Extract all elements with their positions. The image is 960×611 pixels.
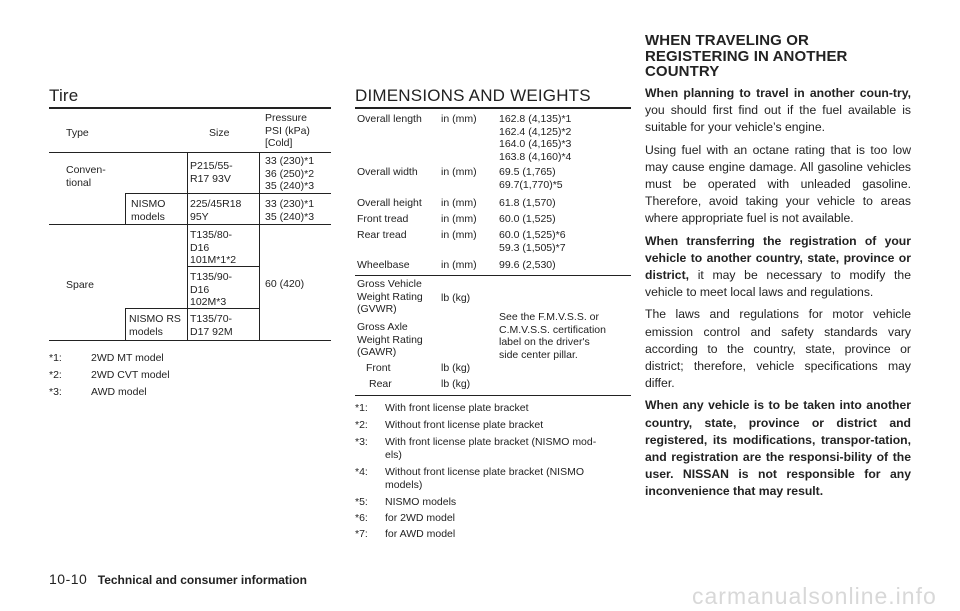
tire-footnote xyxy=(49,369,170,382)
tire-nismo-pressure: 33 (230)*1 35 (240)*3 xyxy=(265,198,315,223)
dims-value: 61.8 (1,570) xyxy=(499,197,556,209)
footnote-mark: *2: xyxy=(355,419,368,431)
dims-footnote xyxy=(355,436,631,461)
tire-conventional-size: P215/55- R17 93V xyxy=(190,160,233,185)
dims-value: 60.0 (1,525) xyxy=(499,213,556,225)
tire-row-rule xyxy=(125,308,259,309)
tire-row-rule xyxy=(125,193,331,194)
dims-footnote xyxy=(355,512,631,525)
travel-p3: it may be necessary to modify the vehicle to meet local laws and regulations. xyxy=(645,268,911,300)
tire-row-rule xyxy=(187,266,259,267)
dims-value: 162.8 (4,135)*1 162.4 (4,125)*2 164.0 (4,165)*3 163.8 (4,160)*4 xyxy=(499,113,572,163)
tire-divider xyxy=(125,193,126,224)
dims-unit: in (mm) xyxy=(441,166,477,178)
page-number: 10-10 xyxy=(49,571,88,587)
dims-unit: in (mm) xyxy=(441,113,477,125)
footnote-text: AWD model xyxy=(91,386,147,398)
tire-title-rule xyxy=(49,107,331,109)
dims-value: 99.6 (2,530) xyxy=(499,259,556,271)
travel-heading: WHEN TRAVELING OR REGISTERING IN ANOTHER COUNTRY xyxy=(645,32,848,80)
tire-footnote xyxy=(49,386,147,399)
dims-front-label: Front xyxy=(366,362,391,374)
footnote-mark: *2: xyxy=(49,369,62,381)
footnote-text: 2WD MT model xyxy=(91,352,164,364)
footnote-mark: *5: xyxy=(355,496,368,508)
footnote-text: 2WD CVT model xyxy=(91,369,170,381)
dims-unit: in (mm) xyxy=(441,229,477,241)
tire-header-size: Size xyxy=(209,127,230,139)
travel-p1-bold: When planning to travel in another coun-try, xyxy=(645,86,911,100)
dims-unit: in (mm) xyxy=(441,213,477,225)
travel-p5-bold: When any vehicle is to be taken into another country, state, province or district and registered, its modifications, transpor-tation, and registration are the responsi-bility of the user. NISSAN is not responsible for any inconvenience that may result. xyxy=(645,398,911,499)
dims-weight-note: See the F.M.V.S.S. or C.M.V.S.S. certification label on the driver's side center pillar. xyxy=(499,311,606,361)
page-footer xyxy=(49,571,307,589)
footnote-mark: *1: xyxy=(355,402,368,414)
dims-value: 60.0 (1,525)*6 59.3 (1,505)*7 xyxy=(499,229,566,254)
footnote-text: for 2WD model xyxy=(385,512,456,524)
tire-nismo-label: NISMO models xyxy=(131,198,166,223)
tire-row-rule xyxy=(49,224,331,225)
footnote-text: NISMO models xyxy=(385,496,457,508)
travel-paragraph: The laws and regulations for motor vehicle emission control and safety standards vary according to the country, state, province or district; therefore, vehicle specifications may differ. xyxy=(645,307,911,391)
footnote-text: With front license plate bracket (NISMO mod- els) xyxy=(385,436,597,461)
travel-paragraph xyxy=(645,397,911,500)
travel-text xyxy=(645,85,911,501)
dims-gawr-label: Gross Axle Weight Rating (GAWR) xyxy=(357,321,423,358)
footnote-mark: *3: xyxy=(49,386,62,398)
dims-label: Front tread xyxy=(357,213,409,225)
dims-label: Overall height xyxy=(357,197,422,209)
dims-value: 69.5 (1,765) 69.7(1,770)*5 xyxy=(499,166,563,191)
footnote-mark: *4: xyxy=(355,466,368,478)
dims-table-bottom-rule xyxy=(355,395,631,396)
dims-footnote xyxy=(355,419,631,432)
tire-header-pressure: Pressure PSI (kPa) [Cold] xyxy=(265,112,310,149)
tire-table-bottom-rule xyxy=(49,340,331,341)
tire-spare-size-2: T135/90- D16 102M*3 xyxy=(190,271,233,308)
tire-footnote xyxy=(49,352,164,365)
tire-nismo-size: 225/45R18 95Y xyxy=(190,198,242,223)
tire-conventional-label: Conven- tional xyxy=(66,164,106,189)
dims-unit: in (mm) xyxy=(441,197,477,209)
dims-label: Overall width xyxy=(357,166,418,178)
dims-title-rule xyxy=(355,107,631,109)
dims-rear-label: Rear xyxy=(369,378,392,390)
footnote-text: Without front license plate bracket (NISMO models) xyxy=(385,466,584,491)
tire-spare-nismo-rs-label: NISMO RS models xyxy=(129,313,181,338)
watermark: carmanualsonline.info xyxy=(692,583,937,609)
tire-header-type: Type xyxy=(66,127,89,139)
tire-header-rule xyxy=(49,152,331,153)
dims-row-rule xyxy=(355,275,631,276)
tire-divider xyxy=(259,152,260,340)
tire-spare-size-1: T135/80- D16 101M*1*2 xyxy=(190,229,237,266)
tire-spare-size-3: T135/70- D17 92M xyxy=(190,313,233,338)
dims-footnote xyxy=(355,402,631,415)
dims-footnote xyxy=(355,528,631,541)
dims-title: DIMENSIONS AND WEIGHTS xyxy=(355,86,591,105)
dims-footnote xyxy=(355,466,631,491)
travel-paragraph: Using fuel with an octane rating that is too low may cause engine damage. All gasoline vehicles must be operated with unleaded gasoline. Therefore, avoid taking your vehicle to areas where appropriate fuel is not available. xyxy=(645,142,911,226)
dims-label: Wheelbase xyxy=(357,259,410,271)
travel-paragraph xyxy=(645,85,911,137)
footnote-text: With front license plate bracket xyxy=(385,402,529,414)
footnote-mark: *3: xyxy=(355,436,368,448)
tire-conventional-pressure: 33 (230)*1 36 (250)*2 35 (240)*3 xyxy=(265,155,315,192)
dims-label: Overall length xyxy=(357,113,422,125)
travel-p3-bold: When transferring the registration of your vehicle to another country, state, province or district, xyxy=(645,233,911,283)
tire-divider xyxy=(125,308,126,340)
tire-spare-pressure: 60 (420) xyxy=(265,278,305,290)
footnote-text: Without front license plate bracket xyxy=(385,419,544,431)
footnote-text: for AWD model xyxy=(385,528,456,540)
tire-divider xyxy=(187,152,188,340)
footnote-mark: *6: xyxy=(355,512,368,524)
tire-spare-label: Spare xyxy=(66,279,95,291)
dims-unit: in (mm) xyxy=(441,259,477,271)
footnote-mark: *7: xyxy=(355,528,368,540)
section-name: Technical and consumer information xyxy=(97,573,307,587)
dims-label: Rear tread xyxy=(357,229,407,241)
dims-gvwr-label: Gross Vehicle Weight Rating (GVWR) xyxy=(357,278,423,315)
travel-paragraph xyxy=(645,233,911,302)
tire-title: Tire xyxy=(49,86,79,105)
travel-p1: you should first find out if the fuel available is suitable for your vehicle’s engine. xyxy=(645,103,911,135)
footnote-mark: *1: xyxy=(49,352,62,364)
dims-rear-unit: lb (kg) xyxy=(441,378,471,390)
dims-gvwr-unit: lb (kg) xyxy=(441,292,471,304)
dims-footnote xyxy=(355,496,631,509)
dims-front-unit: lb (kg) xyxy=(441,362,471,374)
